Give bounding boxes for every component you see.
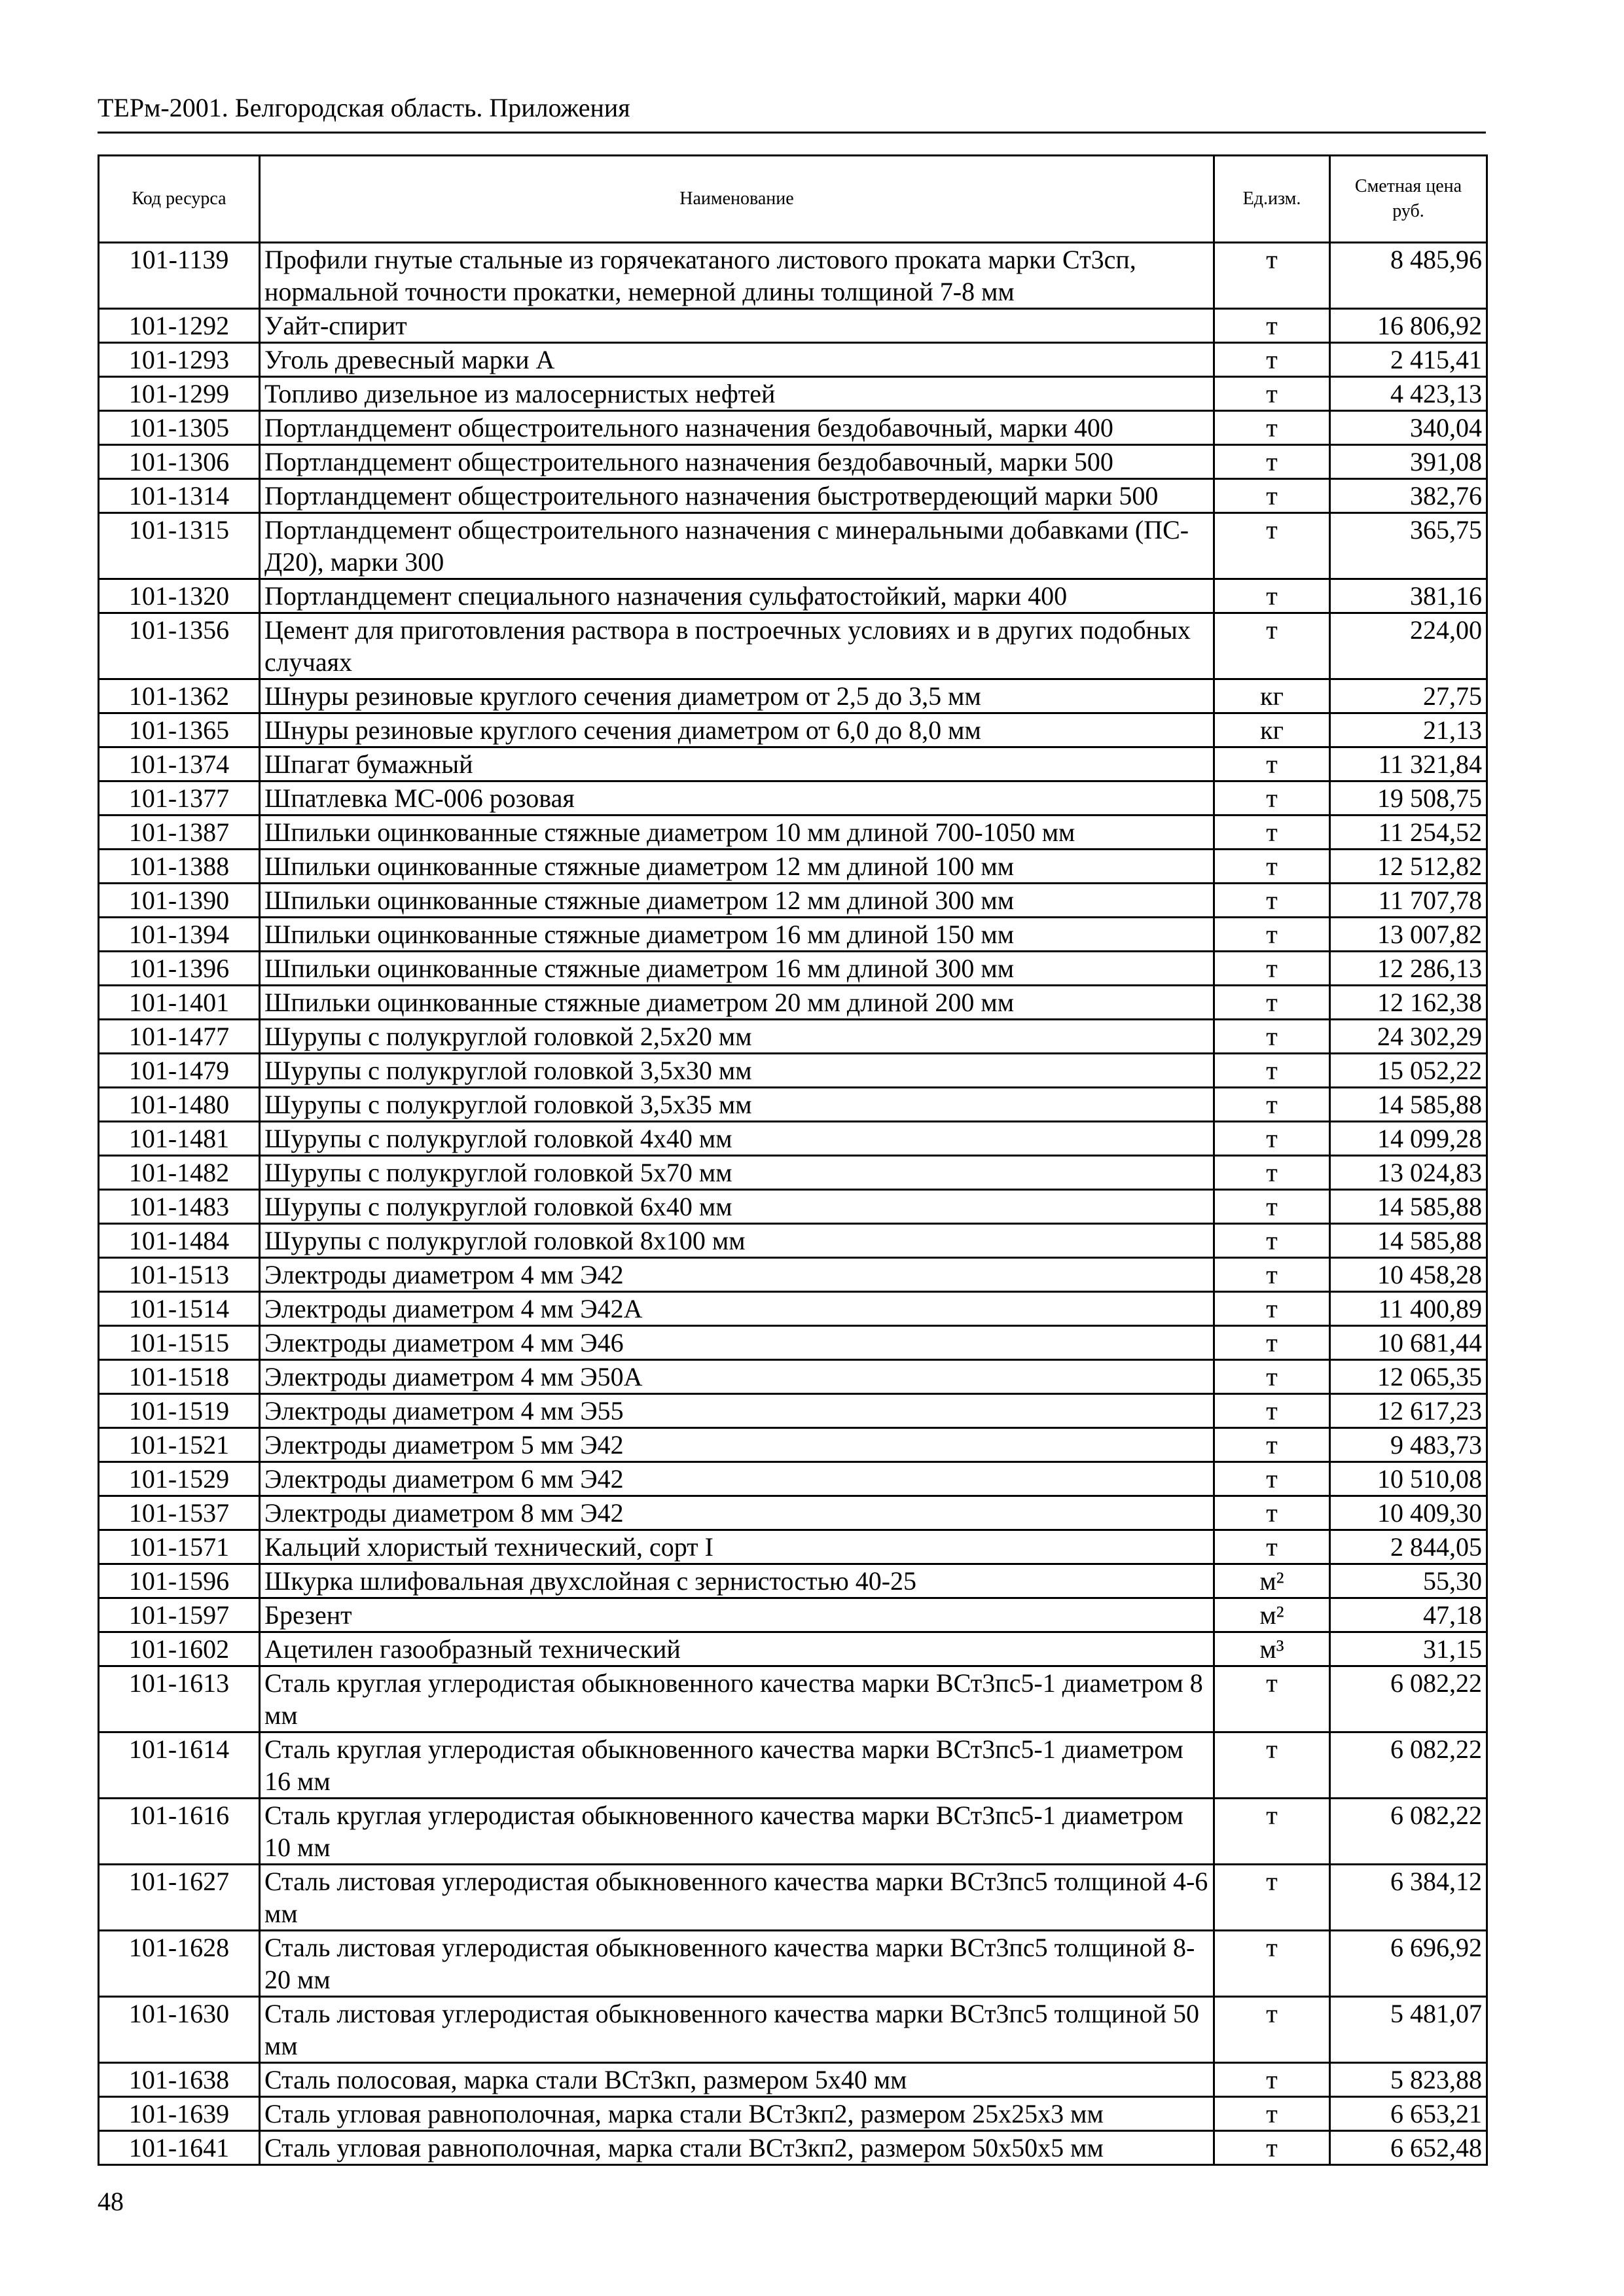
resource-code: 101-1627 — [99, 1865, 260, 1931]
table-row — [99, 1224, 1487, 1258]
unit: т — [1214, 1326, 1330, 1360]
resource-code: 101-1293 — [99, 343, 260, 377]
table-row — [99, 850, 1487, 884]
resource-code: 101-1481 — [99, 1122, 260, 1156]
resource-code: 101-1518 — [99, 1360, 260, 1394]
table-row — [99, 952, 1487, 986]
resource-name: Сталь полосовая, марка стали ВСт3кп, размером 5х40 мм — [260, 2063, 1214, 2097]
table-row — [99, 816, 1487, 850]
resource-code: 101-1292 — [99, 309, 260, 343]
resource-code: 101-1515 — [99, 1326, 260, 1360]
unit: т — [1214, 445, 1330, 479]
resource-code: 101-1305 — [99, 411, 260, 445]
unit: т — [1214, 1020, 1330, 1054]
resource-name: Шнуры резиновые круглого сечения диаметром от 6,0 до 8,0 мм — [260, 713, 1214, 747]
resource-name: Электроды диаметром 5 мм Э42 — [260, 1428, 1214, 1462]
resource-name: Портландцемент общестроительного назначения бездобавочный, марки 400 — [260, 411, 1214, 445]
resource-code: 101-1479 — [99, 1054, 260, 1088]
resource-name: Шпильки оцинкованные стяжные диаметром 10 мм длиной 700-1050 мм — [260, 816, 1214, 850]
price: 12 286,13 — [1330, 952, 1487, 986]
resource-name: Электроды диаметром 4 мм Э46 — [260, 1326, 1214, 1360]
price: 27,75 — [1330, 679, 1487, 713]
price: 5 481,07 — [1330, 1997, 1487, 2063]
price: 6 653,21 — [1330, 2097, 1487, 2131]
price: 381,16 — [1330, 579, 1487, 613]
resource-code: 101-1571 — [99, 1530, 260, 1564]
unit: т — [1214, 243, 1330, 309]
table-row — [99, 445, 1487, 479]
table-row — [99, 1598, 1487, 1632]
resource-code: 101-1597 — [99, 1598, 260, 1632]
resource-name: Электроды диаметром 6 мм Э42 — [260, 1462, 1214, 1496]
price: 14 585,88 — [1330, 1224, 1487, 1258]
resource-code: 101-1365 — [99, 713, 260, 747]
unit: т — [1214, 1360, 1330, 1394]
resource-code: 101-1394 — [99, 918, 260, 952]
resource-name: Шурупы с полукруглой головкой 3,5х35 мм — [260, 1088, 1214, 1122]
price: 4 423,13 — [1330, 377, 1487, 411]
table-row — [99, 986, 1487, 1020]
price: 6 082,22 — [1330, 1732, 1487, 1799]
price: 11 707,78 — [1330, 884, 1487, 918]
unit: т — [1214, 1462, 1330, 1496]
price: 24 302,29 — [1330, 1020, 1487, 1054]
resource-name: Сталь угловая равнополочная, марка стали ВСт3кп2, размером 25х25х3 мм — [260, 2097, 1214, 2131]
price: 55,30 — [1330, 1564, 1487, 1598]
resource-code: 101-1320 — [99, 579, 260, 613]
price: 6 696,92 — [1330, 1931, 1487, 1997]
unit: т — [1214, 884, 1330, 918]
unit: т — [1214, 747, 1330, 781]
unit: м³ — [1214, 1632, 1330, 1666]
resource-code: 101-1387 — [99, 816, 260, 850]
table-row — [99, 1394, 1487, 1428]
resource-name: Портландцемент общестроительного назначения быстротвердеющий марки 500 — [260, 479, 1214, 513]
resource-code: 101-1306 — [99, 445, 260, 479]
resource-name: Ацетилен газообразный технический — [260, 1632, 1214, 1666]
resource-name: Сталь круглая углеродистая обыкновенного качества марки ВСт3пс5-1 диаметром 8 мм — [260, 1666, 1214, 1732]
resource-name: Шпильки оцинкованные стяжные диаметром 20 мм длиной 200 мм — [260, 986, 1214, 1020]
resource-name: Шпильки оцинкованные стяжные диаметром 16 мм длиной 300 мм — [260, 952, 1214, 986]
unit: т — [1214, 1224, 1330, 1258]
price: 13 007,82 — [1330, 918, 1487, 952]
unit: т — [1214, 479, 1330, 513]
table-row — [99, 1564, 1487, 1598]
table-row — [99, 918, 1487, 952]
resource-code: 101-1480 — [99, 1088, 260, 1122]
resource-code: 101-1602 — [99, 1632, 260, 1666]
table-row — [99, 479, 1487, 513]
resource-name: Сталь круглая углеродистая обыкновенного качества марки ВСт3пс5-1 диаметром 16 мм — [260, 1732, 1214, 1799]
page-number: 48 — [98, 2187, 124, 2216]
resource-name: Сталь круглая углеродистая обыкновенного качества марки ВСт3пс5-1 диаметром 10 мм — [260, 1799, 1214, 1865]
resource-code: 101-1477 — [99, 1020, 260, 1054]
price: 2 844,05 — [1330, 1530, 1487, 1564]
header-rule — [98, 132, 1486, 134]
table-row — [99, 2097, 1487, 2131]
unit: т — [1214, 1258, 1330, 1292]
price: 10 409,30 — [1330, 1496, 1487, 1530]
price: 12 512,82 — [1330, 850, 1487, 884]
table-row — [99, 1865, 1487, 1931]
table-row — [99, 1462, 1487, 1496]
table-row — [99, 513, 1487, 579]
price: 365,75 — [1330, 513, 1487, 579]
unit: т — [1214, 952, 1330, 986]
resource-code: 101-1613 — [99, 1666, 260, 1732]
unit: т — [1214, 1156, 1330, 1190]
table-row — [99, 1020, 1487, 1054]
price: 340,04 — [1330, 411, 1487, 445]
table-row — [99, 377, 1487, 411]
unit: т — [1214, 781, 1330, 816]
table-row — [99, 1931, 1487, 1997]
table-row — [99, 1190, 1487, 1224]
price: 2 415,41 — [1330, 343, 1487, 377]
table-row — [99, 1732, 1487, 1799]
table-row — [99, 781, 1487, 816]
price: 391,08 — [1330, 445, 1487, 479]
unit: т — [1214, 1732, 1330, 1799]
unit: т — [1214, 1394, 1330, 1428]
resource-name: Шнуры резиновые круглого сечения диаметром от 2,5 до 3,5 мм — [260, 679, 1214, 713]
price: 14 585,88 — [1330, 1088, 1487, 1122]
unit: т — [1214, 613, 1330, 679]
unit: м² — [1214, 1598, 1330, 1632]
resource-code: 101-1639 — [99, 2097, 260, 2131]
resource-code: 101-1377 — [99, 781, 260, 816]
table-row — [99, 2131, 1487, 2165]
unit: т — [1214, 1292, 1330, 1326]
price: 11 254,52 — [1330, 816, 1487, 850]
resource-code: 101-1396 — [99, 952, 260, 986]
unit: т — [1214, 309, 1330, 343]
unit: т — [1214, 2097, 1330, 2131]
resource-code: 101-1614 — [99, 1732, 260, 1799]
price: 8 485,96 — [1330, 243, 1487, 309]
resource-code: 101-1513 — [99, 1258, 260, 1292]
unit: кг — [1214, 713, 1330, 747]
table-row — [99, 411, 1487, 445]
resource-code: 101-1482 — [99, 1156, 260, 1190]
resource-name: Сталь листовая углеродистая обыкновенного качества марки ВСт3пс5 толщиной 50 мм — [260, 1997, 1214, 2063]
unit: т — [1214, 2063, 1330, 2097]
resource-code: 101-1596 — [99, 1564, 260, 1598]
table-row — [99, 343, 1487, 377]
unit: т — [1214, 1122, 1330, 1156]
unit: т — [1214, 1799, 1330, 1865]
table-row — [99, 1292, 1487, 1326]
resource-code: 101-1139 — [99, 243, 260, 309]
resource-code: 101-1616 — [99, 1799, 260, 1865]
table-row — [99, 747, 1487, 781]
unit: т — [1214, 1496, 1330, 1530]
table-row — [99, 1326, 1487, 1360]
resource-name: Шурупы с полукруглой головкой 6х40 мм — [260, 1190, 1214, 1224]
price: 15 052,22 — [1330, 1054, 1487, 1088]
price: 12 065,35 — [1330, 1360, 1487, 1394]
unit: т — [1214, 579, 1330, 613]
unit: т — [1214, 918, 1330, 952]
resource-name: Брезент — [260, 1598, 1214, 1632]
resource-name: Шурупы с полукруглой головкой 8х100 мм — [260, 1224, 1214, 1258]
resource-code: 101-1521 — [99, 1428, 260, 1462]
resource-code: 101-1315 — [99, 513, 260, 579]
table-row — [99, 1666, 1487, 1732]
table-row — [99, 1156, 1487, 1190]
table-row — [99, 1088, 1487, 1122]
table-row — [99, 1496, 1487, 1530]
table-row — [99, 713, 1487, 747]
unit: т — [1214, 986, 1330, 1020]
unit: т — [1214, 1088, 1330, 1122]
unit: т — [1214, 513, 1330, 579]
resource-name: Кальций хлористый технический, сорт I — [260, 1530, 1214, 1564]
table-row — [99, 1799, 1487, 1865]
resource-code: 101-1638 — [99, 2063, 260, 2097]
table-row — [99, 1632, 1487, 1666]
table-row — [99, 579, 1487, 613]
price: 6 082,22 — [1330, 1799, 1487, 1865]
unit: т — [1214, 1931, 1330, 1997]
unit: т — [1214, 343, 1330, 377]
unit: т — [1214, 1530, 1330, 1564]
price: 19 508,75 — [1330, 781, 1487, 816]
price: 6 384,12 — [1330, 1865, 1487, 1931]
price: 21,13 — [1330, 713, 1487, 747]
unit: т — [1214, 377, 1330, 411]
unit: кг — [1214, 679, 1330, 713]
price: 11 400,89 — [1330, 1292, 1487, 1326]
unit: т — [1214, 816, 1330, 850]
price: 10 458,28 — [1330, 1258, 1487, 1292]
resource-code: 101-1484 — [99, 1224, 260, 1258]
table-row — [99, 1054, 1487, 1088]
resource-name: Электроды диаметром 4 мм Э55 — [260, 1394, 1214, 1428]
price: 47,18 — [1330, 1598, 1487, 1632]
price: 14 099,28 — [1330, 1122, 1487, 1156]
price: 10 681,44 — [1330, 1326, 1487, 1360]
table-row — [99, 679, 1487, 713]
price: 9 483,73 — [1330, 1428, 1487, 1462]
table-row — [99, 309, 1487, 343]
unit: т — [1214, 850, 1330, 884]
table-row — [99, 613, 1487, 679]
resource-name: Электроды диаметром 4 мм Э50А — [260, 1360, 1214, 1394]
resource-price-table — [98, 154, 1488, 2166]
running-header: ТЕРм-2001. Белгородская область. Приложения — [98, 93, 630, 122]
table-row — [99, 243, 1487, 309]
table-row — [99, 1122, 1487, 1156]
resource-name: Электроды диаметром 4 мм Э42А — [260, 1292, 1214, 1326]
column-header-unit: Ед.изм. — [1214, 156, 1330, 243]
unit: т — [1214, 1997, 1330, 2063]
resource-code: 101-1374 — [99, 747, 260, 781]
resource-code: 101-1314 — [99, 479, 260, 513]
resource-code: 101-1401 — [99, 986, 260, 1020]
resource-name: Шпильки оцинкованные стяжные диаметром 16 мм длиной 150 мм — [260, 918, 1214, 952]
resource-name: Шпагат бумажный — [260, 747, 1214, 781]
unit: т — [1214, 1428, 1330, 1462]
price: 16 806,92 — [1330, 309, 1487, 343]
resource-name: Уайт-спирит — [260, 309, 1214, 343]
resource-code: 101-1362 — [99, 679, 260, 713]
price: 6 652,48 — [1330, 2131, 1487, 2165]
resource-name: Шурупы с полукруглой головкой 3,5х30 мм — [260, 1054, 1214, 1088]
unit: т — [1214, 411, 1330, 445]
resource-code: 101-1388 — [99, 850, 260, 884]
table-row — [99, 1997, 1487, 2063]
column-header-name: Наименование — [260, 156, 1214, 243]
price: 224,00 — [1330, 613, 1487, 679]
resource-name: Шурупы с полукруглой головкой 4х40 мм — [260, 1122, 1214, 1156]
table-row — [99, 1428, 1487, 1462]
resource-code: 101-1299 — [99, 377, 260, 411]
resource-name: Сталь листовая углеродистая обыкновенного качества марки ВСт3пс5 толщиной 8-20 мм — [260, 1931, 1214, 1997]
resource-code: 101-1537 — [99, 1496, 260, 1530]
unit: т — [1214, 1190, 1330, 1224]
unit: т — [1214, 2131, 1330, 2165]
price: 12 617,23 — [1330, 1394, 1487, 1428]
price: 11 321,84 — [1330, 747, 1487, 781]
resource-name: Сталь листовая углеродистая обыкновенного качества марки ВСт3пс5 толщиной 4-6 мм — [260, 1865, 1214, 1931]
resource-code: 101-1628 — [99, 1931, 260, 1997]
resource-name: Шурупы с полукруглой головкой 5х70 мм — [260, 1156, 1214, 1190]
table-row — [99, 1258, 1487, 1292]
table-header-row — [99, 156, 1487, 243]
price: 14 585,88 — [1330, 1190, 1487, 1224]
resource-name: Шпатлевка МС-006 розовая — [260, 781, 1214, 816]
resource-name: Сталь угловая равнополочная, марка стали ВСт3кп2, размером 50х50х5 мм — [260, 2131, 1214, 2165]
resource-code: 101-1356 — [99, 613, 260, 679]
resource-name: Шпильки оцинкованные стяжные диаметром 12 мм длиной 100 мм — [260, 850, 1214, 884]
resource-name: Топливо дизельное из малосернистых нефтей — [260, 377, 1214, 411]
resource-code: 101-1390 — [99, 884, 260, 918]
price: 10 510,08 — [1330, 1462, 1487, 1496]
resource-code: 101-1514 — [99, 1292, 260, 1326]
price: 5 823,88 — [1330, 2063, 1487, 2097]
column-header-code: Код ресурса — [99, 156, 260, 243]
resource-name: Электроды диаметром 8 мм Э42 — [260, 1496, 1214, 1530]
resource-name: Портландцемент специального назначения сульфатостойкий, марки 400 — [260, 579, 1214, 613]
table-row — [99, 1530, 1487, 1564]
price: 12 162,38 — [1330, 986, 1487, 1020]
table-row — [99, 884, 1487, 918]
table-row — [99, 2063, 1487, 2097]
unit: м² — [1214, 1564, 1330, 1598]
price: 13 024,83 — [1330, 1156, 1487, 1190]
resource-name: Шурупы с полукруглой головкой 2,5х20 мм — [260, 1020, 1214, 1054]
price: 31,15 — [1330, 1632, 1487, 1666]
resource-name: Электроды диаметром 4 мм Э42 — [260, 1258, 1214, 1292]
price: 6 082,22 — [1330, 1666, 1487, 1732]
unit: т — [1214, 1054, 1330, 1088]
price: 382,76 — [1330, 479, 1487, 513]
resource-code: 101-1519 — [99, 1394, 260, 1428]
resource-code: 101-1641 — [99, 2131, 260, 2165]
resource-name: Портландцемент общестроительного назначения бездобавочный, марки 500 — [260, 445, 1214, 479]
resource-name: Профили гнутые стальные из горячекатаного листового проката марки Ст3сп, нормальной точности прокатки, немерной длины толщиной 7-8 мм — [260, 243, 1214, 309]
resource-code: 101-1630 — [99, 1997, 260, 2063]
column-header-price: Сметная цена руб. — [1330, 156, 1487, 243]
resource-code: 101-1483 — [99, 1190, 260, 1224]
table-row — [99, 1360, 1487, 1394]
resource-name: Шпильки оцинкованные стяжные диаметром 12 мм длиной 300 мм — [260, 884, 1214, 918]
resource-name: Шкурка шлифовальная двухслойная с зернистостью 40-25 — [260, 1564, 1214, 1598]
resource-code: 101-1529 — [99, 1462, 260, 1496]
unit: т — [1214, 1865, 1330, 1931]
unit: т — [1214, 1666, 1330, 1732]
resource-name: Уголь древесный марки А — [260, 343, 1214, 377]
resource-name: Портландцемент общестроительного назначения с минеральными добавками (ПС-Д20), марки 300 — [260, 513, 1214, 579]
resource-name: Цемент для приготовления раствора в построечных условиях и в других подобных случаях — [260, 613, 1214, 679]
